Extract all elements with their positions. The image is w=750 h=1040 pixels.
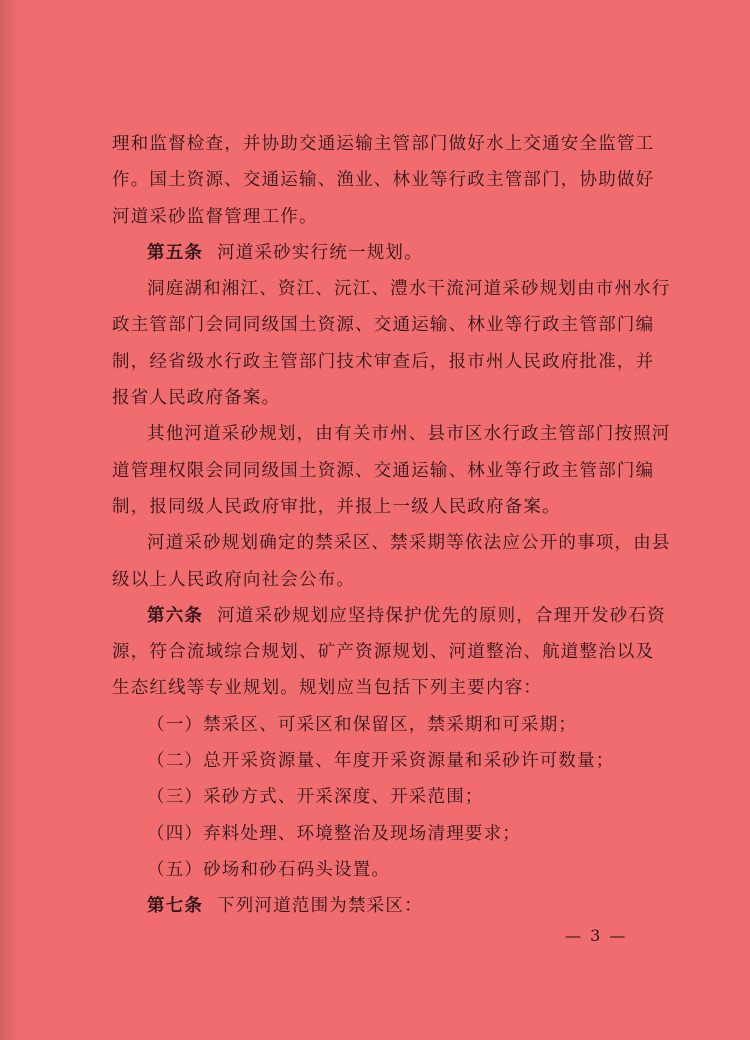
paragraph-planning-other: 其他河道采砂规划，由有关市州、县市区水行政主管部门按照河道管理权限会同同级国土资源、交通运输、林业等行政主管部门编制，报同级人民政府审批，并报上一级人民政府备案。 (112, 424, 671, 517)
article-7-text: 下列河道范围为禁采区： (217, 896, 423, 917)
article-5-text: 河道采砂实行统一规划。 (217, 242, 423, 263)
article-6-text: 河道采砂规划应坚持保护优先的原则，合理开发砂石资源，符合流域综合规划、矿产资源规划、河道整治、航道整治以及生态红线等专业规划。规划应当包括下列主要内容： (112, 605, 666, 699)
paragraph-continued: 理和监督检查，并协助交通运输主管部门做好水上交通安全监管工作。国土资源、交通运输、渔业、林业等行政主管部门，协助做好河道采砂监督管理工作。 (112, 134, 655, 227)
article-5-heading: 第五条 (147, 242, 204, 263)
paragraph-publication: 河道采砂规划确定的禁采区、禁采期等依法应公开的事项，由县级以上人民政府向社会公布。 (112, 533, 671, 590)
article-5 (112, 235, 672, 271)
list-item: （四）弃料处理、环境整治及现场清理要求； (147, 823, 521, 844)
page-edge-shadow (0, 0, 18, 1040)
list-item: （五）砂场和砂石码头设置。 (147, 859, 391, 880)
document-body (112, 126, 672, 925)
list-item: （一）禁采区、可采区和保留区，禁采期和可采期； (147, 714, 578, 735)
article-7 (112, 888, 672, 924)
paragraph-planning-main: 洞庭湖和湘江、资江、沅江、澧水干流河道采砂规划由市州水行政主管部门会同同级国土资源、交通运输、林业等行政主管部门编制，经省级水行政主管部门技术审查后，报市州人民政府批准，并报省人民政府备案。 (112, 279, 671, 409)
page-number: — 3 — (565, 926, 628, 945)
article-6 (112, 598, 672, 707)
article-7-heading: 第七条 (147, 896, 204, 917)
list-item: （二）总开采资源量、年度开采资源量和采砂许可数量； (147, 751, 615, 772)
article-6-heading: 第六条 (147, 605, 204, 626)
list-item: （三）采砂方式、开采深度、开采范围； (147, 787, 484, 808)
